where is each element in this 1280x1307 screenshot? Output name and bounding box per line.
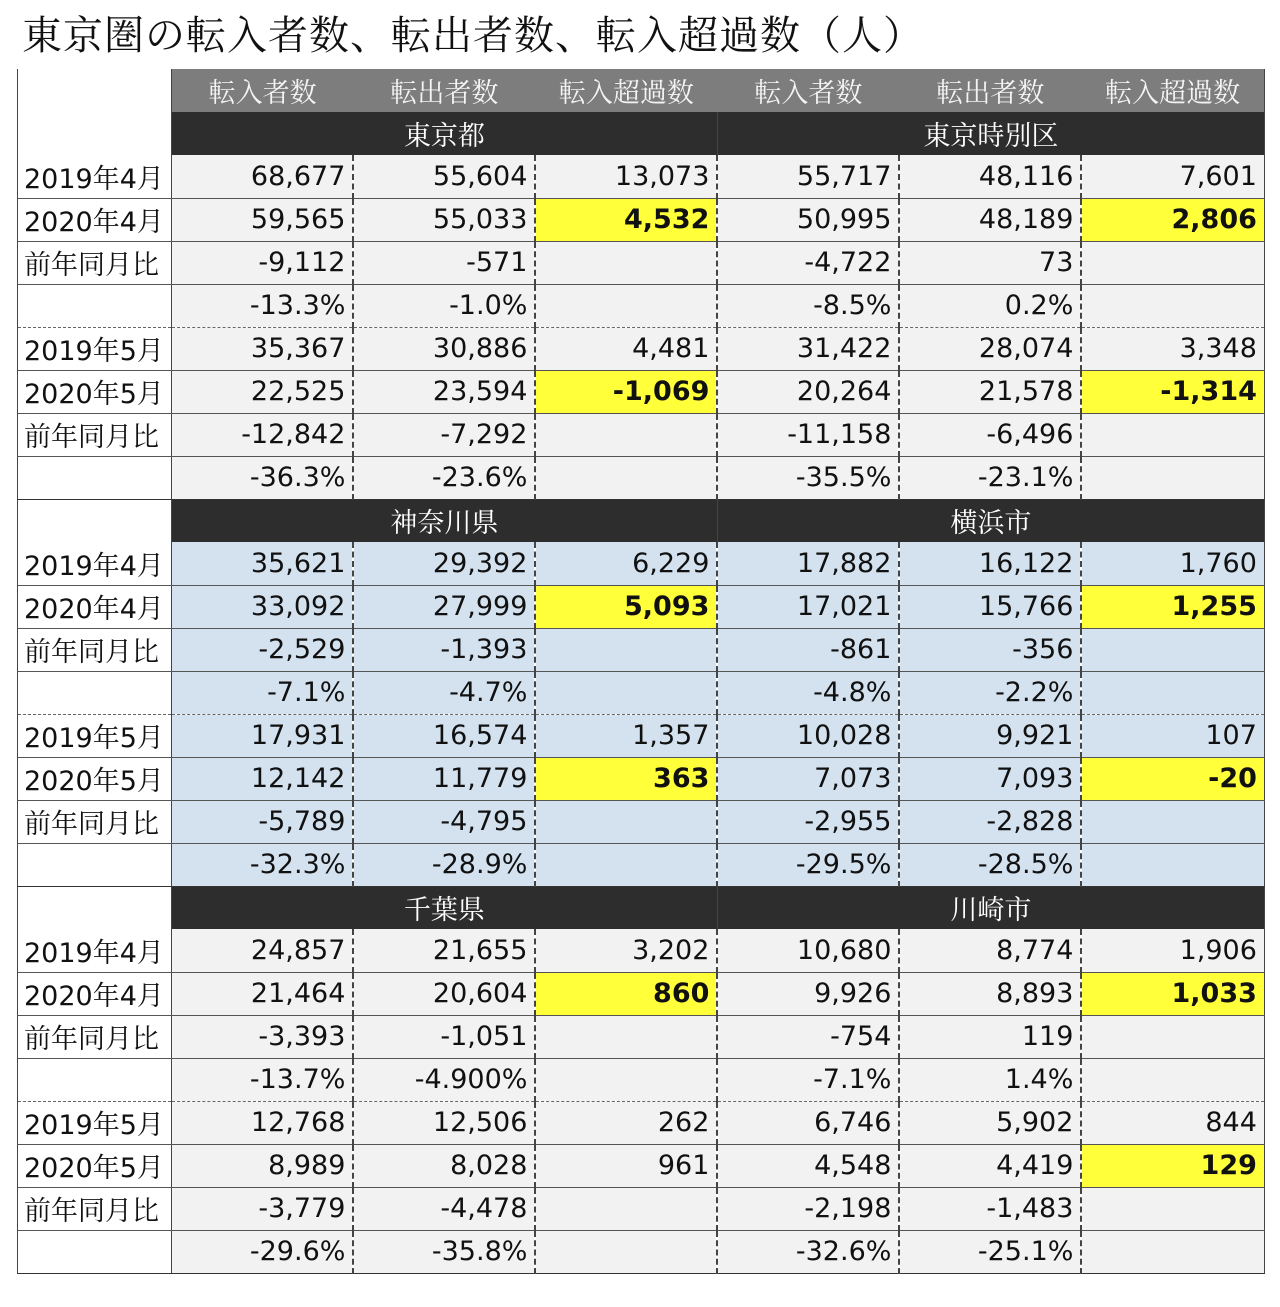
value-cell: 16,122 [899,542,1081,585]
value-cell: -571 [353,241,535,284]
row-label: 2019年4月 [18,155,172,198]
value-cell: -754 [717,1015,899,1058]
value-cell [535,843,717,886]
table-row [18,843,1265,886]
value-cell: 6,746 [717,1101,899,1144]
table-row [18,671,1265,714]
table-row [18,1187,1265,1230]
value-cell [535,1058,717,1101]
row-label: 2019年5月 [18,1101,172,1144]
value-cell: -3,779 [171,1187,353,1230]
value-cell: -12,842 [171,413,353,456]
value-cell: -23.1% [899,456,1081,499]
value-cell: -32.6% [717,1230,899,1273]
table-row [18,714,1265,757]
value-cell: -4.8% [717,671,899,714]
row-label [18,1230,172,1273]
section-area-left: 千葉県 [171,886,717,929]
table-row [18,800,1265,843]
value-cell: 1,906 [1081,929,1264,972]
value-cell [1081,628,1264,671]
value-cell [535,1230,717,1273]
value-cell: 844 [1081,1101,1264,1144]
column-header: 転出者数 [353,69,535,112]
value-cell: -23.6% [353,456,535,499]
value-cell: -8.5% [717,284,899,327]
table-row [18,542,1265,585]
value-cell: -6,496 [899,413,1081,456]
value-cell: 12,142 [171,757,353,800]
table-row [18,1230,1265,1273]
row-label: 前年同月比 [18,241,172,284]
value-cell: 27,999 [353,585,535,628]
value-cell: 10,680 [717,929,899,972]
value-cell: 20,264 [717,370,899,413]
table-row [18,1144,1265,1187]
value-cell: 12,506 [353,1101,535,1144]
value-cell: 8,774 [899,929,1081,972]
row-label: 2019年4月 [18,929,172,972]
row-label: 前年同月比 [18,413,172,456]
value-cell: -28.5% [899,843,1081,886]
column-header: 転入者数 [717,69,899,112]
value-cell: -2,955 [717,800,899,843]
section-area-left: 神奈川県 [171,499,717,542]
table-row [18,1015,1265,1058]
row-label: 前年同月比 [18,1015,172,1058]
value-cell: -29.6% [171,1230,353,1273]
value-cell: -2,198 [717,1187,899,1230]
row-label [18,284,172,327]
section-header-row [18,886,1265,929]
value-cell: 8,893 [899,972,1081,1015]
value-cell: 24,857 [171,929,353,972]
highlighted-value-cell: -1,314 [1081,370,1264,413]
value-cell: 55,717 [717,155,899,198]
value-cell: 107 [1081,714,1264,757]
value-cell: 7,601 [1081,155,1264,198]
table-row [18,972,1265,1015]
section-corner-cell [18,886,172,929]
section-corner-cell [18,499,172,542]
table-row [18,757,1265,800]
column-header: 転出者数 [899,69,1081,112]
value-cell: 68,677 [171,155,353,198]
value-cell: -35.5% [717,456,899,499]
column-header-row [18,69,1265,112]
value-cell [1081,1187,1264,1230]
highlighted-value-cell: -1,069 [535,370,717,413]
value-cell: 59,565 [171,198,353,241]
migration-table [17,69,1265,1274]
section-corner-cell [18,112,172,155]
value-cell: 4,548 [717,1144,899,1187]
value-cell: 35,621 [171,542,353,585]
value-cell [535,671,717,714]
highlighted-value-cell: 1,033 [1081,972,1264,1015]
highlighted-value-cell: 860 [535,972,717,1015]
page-title: 東京圏の転入者数、転出者数、転入超過数（人） [22,13,924,59]
highlighted-value-cell: 4,532 [535,198,717,241]
value-cell [535,413,717,456]
value-cell: -2,529 [171,628,353,671]
section-header-row [18,499,1265,542]
row-label: 2019年5月 [18,327,172,370]
table-row [18,628,1265,671]
value-cell: -7.1% [717,1058,899,1101]
value-cell: 33,092 [171,585,353,628]
row-label: 2020年4月 [18,972,172,1015]
value-cell [1081,241,1264,284]
value-cell: 11,779 [353,757,535,800]
row-label: 2020年4月 [18,585,172,628]
value-cell: -1,051 [353,1015,535,1058]
value-cell: -4.7% [353,671,535,714]
value-cell: -7,292 [353,413,535,456]
value-cell [1081,1015,1264,1058]
column-header: 転入超過数 [535,69,717,112]
table-row [18,198,1265,241]
value-cell: -4,478 [353,1187,535,1230]
value-cell [1081,671,1264,714]
value-cell: 3,202 [535,929,717,972]
highlighted-value-cell: 1,255 [1081,585,1264,628]
value-cell: 73 [899,241,1081,284]
row-label: 2020年5月 [18,370,172,413]
column-header: 転入者数 [171,69,353,112]
column-header: 転入超過数 [1081,69,1264,112]
value-cell: 4,481 [535,327,717,370]
table-row [18,155,1265,198]
value-cell [1081,284,1264,327]
value-cell: 7,093 [899,757,1081,800]
value-cell: 3,348 [1081,327,1264,370]
row-label: 2019年4月 [18,542,172,585]
value-cell: 16,574 [353,714,535,757]
value-cell: -1,393 [353,628,535,671]
value-cell: -32.3% [171,843,353,886]
section-area-left: 東京都 [171,112,717,155]
value-cell [1081,1230,1264,1273]
section-header-row [18,112,1265,155]
value-cell: -861 [717,628,899,671]
value-cell: 55,604 [353,155,535,198]
value-cell [535,1015,717,1058]
value-cell: 961 [535,1144,717,1187]
row-label [18,456,172,499]
value-cell: 119 [899,1015,1081,1058]
value-cell: 1,357 [535,714,717,757]
value-cell: -7.1% [171,671,353,714]
value-cell: 21,578 [899,370,1081,413]
row-label [18,843,172,886]
row-label: 2020年5月 [18,757,172,800]
value-cell: 1.4% [899,1058,1081,1101]
value-cell: 8,028 [353,1144,535,1187]
value-cell: 6,229 [535,542,717,585]
value-cell: 12,768 [171,1101,353,1144]
value-cell: 31,422 [717,327,899,370]
value-cell: 21,655 [353,929,535,972]
highlighted-value-cell: 5,093 [535,585,717,628]
highlighted-value-cell: 2,806 [1081,198,1264,241]
value-cell: 9,921 [899,714,1081,757]
value-cell: 5,902 [899,1101,1081,1144]
value-cell [1081,456,1264,499]
value-cell: -29.5% [717,843,899,886]
value-cell: 4,419 [899,1144,1081,1187]
value-cell: 262 [535,1101,717,1144]
value-cell: -36.3% [171,456,353,499]
value-cell [535,456,717,499]
value-cell: 20,604 [353,972,535,1015]
value-cell: 17,021 [717,585,899,628]
value-cell [535,284,717,327]
corner-cell [18,69,172,112]
highlighted-value-cell: 129 [1081,1144,1264,1187]
value-cell: 48,189 [899,198,1081,241]
row-label: 2020年5月 [18,1144,172,1187]
value-cell: 8,989 [171,1144,353,1187]
value-cell: -3,393 [171,1015,353,1058]
table-row [18,370,1265,413]
table-row [18,327,1265,370]
value-cell [535,1187,717,1230]
value-cell: 29,392 [353,542,535,585]
value-cell: -4,722 [717,241,899,284]
value-cell: 21,464 [171,972,353,1015]
value-cell: -356 [899,628,1081,671]
value-cell: -13.3% [171,284,353,327]
table-row [18,241,1265,284]
section-area-right: 東京時別区 [717,112,1264,155]
value-cell [1081,800,1264,843]
value-cell: 22,525 [171,370,353,413]
table-row [18,1101,1265,1144]
value-cell: -4.900% [353,1058,535,1101]
value-cell: 50,995 [717,198,899,241]
value-cell: -13.7% [171,1058,353,1101]
value-cell: 13,073 [535,155,717,198]
value-cell: 15,766 [899,585,1081,628]
table-row [18,1058,1265,1101]
value-cell [535,800,717,843]
row-label [18,671,172,714]
value-cell [535,628,717,671]
value-cell: 17,882 [717,542,899,585]
value-cell: 35,367 [171,327,353,370]
value-cell [1081,843,1264,886]
row-label [18,1058,172,1101]
value-cell: 0.2% [899,284,1081,327]
table-row [18,413,1265,456]
value-cell: 55,033 [353,198,535,241]
row-label: 前年同月比 [18,628,172,671]
row-label: 2020年4月 [18,198,172,241]
row-label: 前年同月比 [18,1187,172,1230]
value-cell: -1,483 [899,1187,1081,1230]
value-cell: 48,116 [899,155,1081,198]
value-cell: -35.8% [353,1230,535,1273]
value-cell: 30,886 [353,327,535,370]
value-cell: -4,795 [353,800,535,843]
value-cell [1081,413,1264,456]
value-cell [1081,1058,1264,1101]
value-cell: 17,931 [171,714,353,757]
value-cell [535,241,717,284]
value-cell: 1,760 [1081,542,1264,585]
value-cell: 23,594 [353,370,535,413]
row-label: 2019年5月 [18,714,172,757]
section-area-right: 横浜市 [717,499,1264,542]
value-cell: 10,028 [717,714,899,757]
table-row [18,284,1265,327]
value-cell: 28,074 [899,327,1081,370]
value-cell: -9,112 [171,241,353,284]
value-cell: 7,073 [717,757,899,800]
value-cell: -2.2% [899,671,1081,714]
table-row [18,456,1265,499]
section-area-right: 川崎市 [717,886,1264,929]
highlighted-value-cell: -20 [1081,757,1264,800]
value-cell: -25.1% [899,1230,1081,1273]
table-row [18,585,1265,628]
value-cell: -11,158 [717,413,899,456]
value-cell: -5,789 [171,800,353,843]
highlighted-value-cell: 363 [535,757,717,800]
value-cell: -28.9% [353,843,535,886]
value-cell: -1.0% [353,284,535,327]
value-cell: 9,926 [717,972,899,1015]
row-label: 前年同月比 [18,800,172,843]
table-row [18,929,1265,972]
value-cell: -2,828 [899,800,1081,843]
